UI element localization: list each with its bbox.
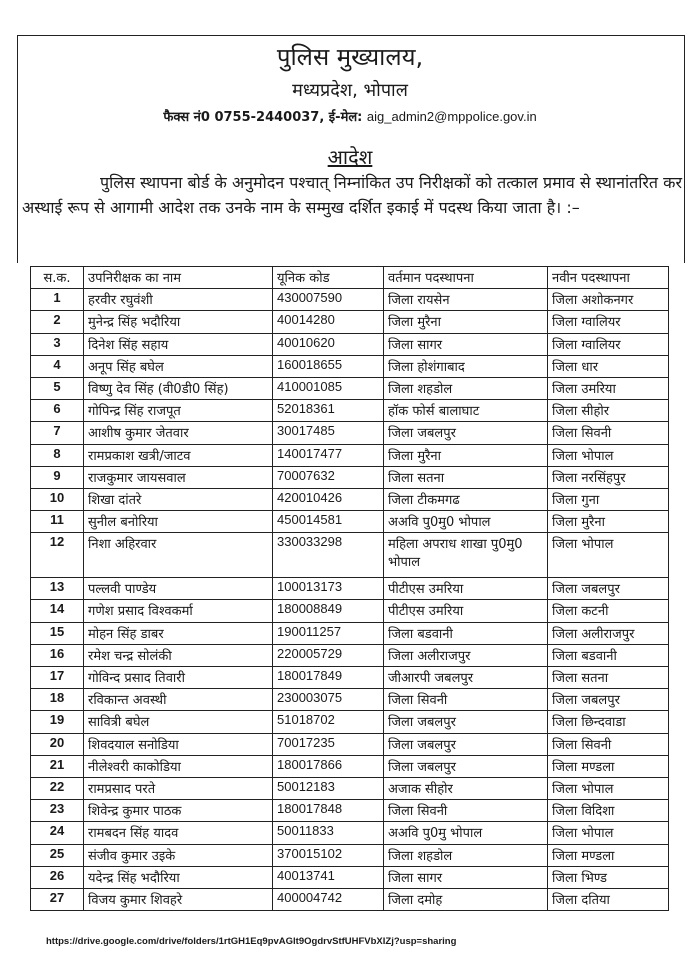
cell-code: 430007590 [273, 289, 384, 311]
cell-current-posting: जिला शहडोल [384, 844, 548, 866]
cell-new-posting: जिला दतिया [548, 888, 669, 910]
table-row [31, 689, 669, 711]
cell-name: सावित्री बघेल [84, 711, 273, 733]
header-code: यूनिक कोड [273, 267, 384, 289]
cell-code: 50012183 [273, 777, 384, 799]
cell-new-posting: जिला अलीराजपुर [548, 622, 669, 644]
cell-new-posting: जिला मुरैना [548, 511, 669, 533]
cell-new-posting: जिला सीहोर [548, 400, 669, 422]
table-row [31, 422, 669, 444]
cell-code: 52018361 [273, 400, 384, 422]
table-row [31, 822, 669, 844]
cell-new-posting: जिला भिण्ड [548, 866, 669, 888]
cell-new-posting: जिला उमरिया [548, 377, 669, 399]
table-row [31, 578, 669, 600]
cell-current-posting: पीटीएस उमरिया [384, 600, 548, 622]
table-row [31, 777, 669, 799]
cell-code: 70017235 [273, 733, 384, 755]
table-row [31, 711, 669, 733]
cell-name: नीलेश्वरी काकोडिया [84, 755, 273, 777]
cell-new-posting: जिला गुना [548, 488, 669, 510]
cell-new-posting: जिला कटनी [548, 600, 669, 622]
cell-new-posting: जिला धार [548, 355, 669, 377]
order-body: पुलिस स्थापना बोर्ड के अनुमोदन पश्चात् निम्नांकित उप निरीक्षकों को तत्काल प्रमाव से स्थानांतरित कर अस्थाई रूप से आगामी आदेश तक उनके नाम के सम्मुख दर्शित इकाई में पदस्थ किया जाता है। :– [22, 173, 682, 217]
cell-serial: 7 [31, 422, 84, 444]
cell-new-posting: जिला सतना [548, 667, 669, 689]
cell-current-posting: जिला सागर [384, 866, 548, 888]
cell-serial: 17 [31, 667, 84, 689]
cell-code: 230003075 [273, 689, 384, 711]
cell-current-posting: जिला जबलपुर [384, 711, 548, 733]
cell-code: 50011833 [273, 822, 384, 844]
cell-current-posting: जिला दमोह [384, 888, 548, 910]
cell-serial: 1 [31, 289, 84, 311]
cell-current-posting: जिला जबलपुर [384, 422, 548, 444]
cell-serial: 10 [31, 488, 84, 510]
table-row [31, 400, 669, 422]
cell-serial: 20 [31, 733, 84, 755]
table-row [31, 888, 669, 910]
cell-name: रामप्रसाद परते [84, 777, 273, 799]
cell-code: 190011257 [273, 622, 384, 644]
cell-code: 180017849 [273, 667, 384, 689]
cell-current-posting: जिला मुरैना [384, 311, 548, 333]
cell-code: 450014581 [273, 511, 384, 533]
cell-serial: 27 [31, 888, 84, 910]
table-row [31, 511, 669, 533]
table-row [31, 600, 669, 622]
table-row [31, 800, 669, 822]
table-row [31, 667, 669, 689]
cell-current-posting: पीटीएस उमरिया [384, 578, 548, 600]
cell-new-posting: जिला ग्वालियर [548, 311, 669, 333]
cell-serial: 6 [31, 400, 84, 422]
table-row [31, 333, 669, 355]
office-title: पुलिस मुख्यालय, [276, 43, 424, 71]
transfer-table [30, 266, 669, 911]
cell-new-posting: जिला भोपाल [548, 533, 669, 578]
cell-name: यदेन्द्र सिंह भदौरिया [84, 866, 273, 888]
cell-current-posting: जिला बडवानी [384, 622, 548, 644]
cell-new-posting: जिला भोपाल [548, 777, 669, 799]
cell-new-posting: जिला मण्डला [548, 755, 669, 777]
cell-current-posting: अअवि पु0मु भोपाल [384, 822, 548, 844]
office-location: मध्यप्रदेश, भोपाल [292, 80, 408, 101]
cell-current-posting: अजाक सीहोर [384, 777, 548, 799]
table-row [31, 311, 669, 333]
cell-code: 400004742 [273, 888, 384, 910]
cell-code: 40014280 [273, 311, 384, 333]
table-row [31, 355, 669, 377]
cell-new-posting: जिला मण्डला [548, 844, 669, 866]
cell-name: शिवेन्द्र कुमार पाठक [84, 800, 273, 822]
cell-name: राजकुमार जायसवाल [84, 466, 273, 488]
cell-code: 180008849 [273, 600, 384, 622]
cell-name: गोपिन्द्र सिंह राजपूत [84, 400, 273, 422]
cell-current-posting: जिला सागर [384, 333, 548, 355]
cell-name: निशा अहिरवार [84, 533, 273, 578]
cell-current-posting: हॉक फोर्स बालाघाट [384, 400, 548, 422]
cell-current-posting: जिला जबलपुर [384, 755, 548, 777]
cell-serial: 15 [31, 622, 84, 644]
cell-new-posting: जिला सिवनी [548, 422, 669, 444]
contact-line [0, 107, 700, 125]
cell-name: रविकान्त अवस्थी [84, 689, 273, 711]
cell-name: रामप्रकाश खत्री/जाटव [84, 444, 273, 466]
header-new-posting: नवीन पदस्थापना [548, 267, 669, 289]
cell-current-posting: जीआरपी जबलपुर [384, 667, 548, 689]
cell-name: संजीव कुमार उइके [84, 844, 273, 866]
cell-code: 160018655 [273, 355, 384, 377]
table-row [31, 533, 669, 578]
cell-current-posting: जिला अलीराजपुर [384, 644, 548, 666]
cell-serial: 26 [31, 866, 84, 888]
cell-name: शिवदयाल सनोडिया [84, 733, 273, 755]
cell-code: 420010426 [273, 488, 384, 510]
cell-serial: 18 [31, 689, 84, 711]
cell-name: दिनेश सिंह सहाय [84, 333, 273, 355]
cell-serial: 2 [31, 311, 84, 333]
table-row [31, 466, 669, 488]
cell-name: विष्णु देव सिंह (वी0डी0 सिंह) [84, 377, 273, 399]
cell-code: 410001085 [273, 377, 384, 399]
cell-name: मोहन सिंह डाबर [84, 622, 273, 644]
cell-serial: 25 [31, 844, 84, 866]
cell-name: विजय कुमार शिवहरे [84, 888, 273, 910]
cell-new-posting: जिला जबलपुर [548, 578, 669, 600]
cell-current-posting: अअवि पु0मु0 भोपाल [384, 511, 548, 533]
footer-url[interactable]: https://drive.google.com/drive/folders/1rtGH1Eq9pvAGlt9OgdrvStfUHFVbXIZj?usp=sharing [46, 936, 457, 947]
cell-new-posting: जिला अशोकनगर [548, 289, 669, 311]
cell-serial: 8 [31, 444, 84, 466]
cell-new-posting: जिला सिवनी [548, 733, 669, 755]
cell-serial: 24 [31, 822, 84, 844]
cell-current-posting: जिला मुरैना [384, 444, 548, 466]
cell-name: सुनील बनोरिया [84, 511, 273, 533]
cell-code: 180017866 [273, 755, 384, 777]
table-row [31, 622, 669, 644]
cell-current-posting: जिला होशंगाबाद [384, 355, 548, 377]
table-row [31, 444, 669, 466]
cell-name: रामबदन सिंह यादव [84, 822, 273, 844]
cell-serial: 4 [31, 355, 84, 377]
header-current-posting: वर्तमान पदस्थापना [384, 267, 548, 289]
cell-new-posting: जिला जबलपुर [548, 689, 669, 711]
cell-current-posting: जिला सिवनी [384, 689, 548, 711]
cell-code: 51018702 [273, 711, 384, 733]
table-row [31, 733, 669, 755]
header-name: उपनिरीक्षक का नाम [84, 267, 273, 289]
cell-name: गोविन्द प्रसाद तिवारी [84, 667, 273, 689]
cell-serial: 22 [31, 777, 84, 799]
order-title: आदेश [327, 145, 373, 169]
cell-code: 220005729 [273, 644, 384, 666]
cell-name: रमेश चन्द्र सोलंकी [84, 644, 273, 666]
cell-name: पल्लवी पाण्डेय [84, 578, 273, 600]
cell-new-posting: जिला विदिशा [548, 800, 669, 822]
cell-serial: 13 [31, 578, 84, 600]
fax-label: फैक्स नं0 0755-2440037, ई-मेल: [163, 110, 363, 125]
cell-new-posting: जिला ग्वालियर [548, 333, 669, 355]
table-row [31, 644, 669, 666]
cell-serial: 19 [31, 711, 84, 733]
cell-serial: 11 [31, 511, 84, 533]
cell-serial: 9 [31, 466, 84, 488]
cell-current-posting: जिला सतना [384, 466, 548, 488]
cell-name: मुनेन्द्र सिंह भदौरिया [84, 311, 273, 333]
cell-current-posting: महिला अपराध शाखा पु0मु0 भोपाल [384, 533, 548, 578]
cell-name: अनूप सिंह बघेल [84, 355, 273, 377]
cell-new-posting: जिला छिन्दवाडा [548, 711, 669, 733]
cell-code: 100013173 [273, 578, 384, 600]
cell-current-posting: जिला टीकमगढ [384, 488, 548, 510]
cell-current-posting: जिला रायसेन [384, 289, 548, 311]
cell-serial: 14 [31, 600, 84, 622]
cell-serial: 5 [31, 377, 84, 399]
cell-serial: 12 [31, 533, 84, 578]
cell-serial: 21 [31, 755, 84, 777]
email-address: aig_admin2@mppolice.gov.in [366, 109, 537, 124]
cell-name: हरवीर रघुवंशी [84, 289, 273, 311]
cell-serial: 23 [31, 800, 84, 822]
cell-new-posting: जिला नरसिंहपुर [548, 466, 669, 488]
cell-code: 40013741 [273, 866, 384, 888]
cell-name: गणेश प्रसाद विश्वकर्मा [84, 600, 273, 622]
cell-code: 140017477 [273, 444, 384, 466]
cell-new-posting: जिला बडवानी [548, 644, 669, 666]
cell-current-posting: जिला जबलपुर [384, 733, 548, 755]
cell-code: 180017848 [273, 800, 384, 822]
cell-serial: 3 [31, 333, 84, 355]
cell-name: शिखा दांतरे [84, 488, 273, 510]
table-row [31, 755, 669, 777]
table-row [31, 488, 669, 510]
table-header-row [31, 267, 669, 289]
cell-current-posting: जिला शहडोल [384, 377, 548, 399]
cell-code: 40010620 [273, 333, 384, 355]
table-row [31, 289, 669, 311]
table-row [31, 377, 669, 399]
cell-code: 30017485 [273, 422, 384, 444]
cell-current-posting: जिला सिवनी [384, 800, 548, 822]
cell-serial: 16 [31, 644, 84, 666]
cell-code: 70007632 [273, 466, 384, 488]
table-row [31, 866, 669, 888]
header-serial: स.क. [31, 267, 84, 289]
table-row [31, 844, 669, 866]
cell-code: 370015102 [273, 844, 384, 866]
cell-new-posting: जिला भोपाल [548, 822, 669, 844]
cell-name: आशीष कुमार जेतवार [84, 422, 273, 444]
cell-code: 330033298 [273, 533, 384, 578]
cell-new-posting: जिला भोपाल [548, 444, 669, 466]
